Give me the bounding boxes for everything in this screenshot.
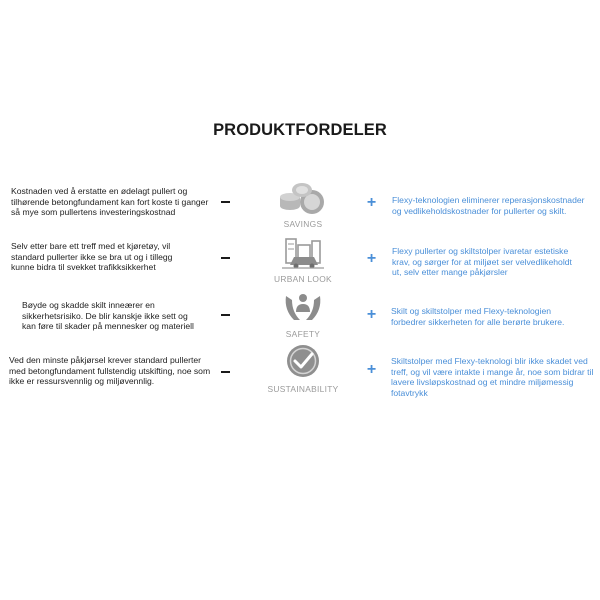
solution-line: Flexy-teknologien eliminerer reperasjonskostnader	[392, 195, 585, 205]
solution-text	[391, 356, 593, 398]
solution-text	[392, 246, 572, 278]
solution-line: treff, og vil være intakte i mange år, noe som bidrar til	[391, 366, 594, 377]
solution-line: fotavtrykk	[391, 387, 428, 398]
benefit-label: SAFETY	[285, 329, 321, 339]
city-car-icon	[272, 235, 334, 271]
problem-line: kan føre til skader på mennesker og materiell	[22, 321, 194, 332]
problem-line: sikkerhetsrisiko. De blir kanskje ikke sett og	[22, 310, 188, 321]
problem-line: Kostnaden ved å erstatte en ødelagt pullert og	[11, 186, 188, 196]
plus-icon: +	[366, 306, 377, 323]
solution-line: lavere livsløpskostnad og et mindre miljømessig	[391, 377, 574, 388]
solution-line: Skilt og skiltstolper med Flexy-teknologien	[391, 306, 552, 316]
problem-line: tilhørende betongfundament kan fort koste ti ganger	[11, 196, 209, 207]
minus-icon	[221, 314, 230, 316]
protected-person-icon	[272, 290, 334, 326]
checkmark-circle-icon	[272, 344, 334, 380]
solution-line: Skiltstolper med Flexy-teknologi blir ikke skadet ved	[391, 356, 588, 366]
problem-text	[9, 355, 210, 387]
benefit-label: SUSTAINABILITY	[267, 384, 339, 394]
solution-line: og vedlikeholdskostnader for pullerter og skilt.	[392, 205, 567, 216]
benefit-label: URBAN LOOK	[274, 274, 332, 284]
problem-line: med betongfundament fullstendig utskifting, noe som	[9, 365, 211, 376]
problem-line: Selv etter bare ett treff med et kjøretøy, vil	[11, 241, 171, 251]
benefit-label: SAVINGS	[283, 219, 323, 229]
plus-icon: +	[366, 194, 377, 211]
minus-icon	[221, 257, 230, 259]
problem-text	[11, 186, 208, 218]
solution-line: forbedrer sikkerheten for alle berørte brukere.	[391, 316, 565, 327]
problem-line: kunne bidra til svekket trafikksikkerhet	[11, 262, 156, 273]
minus-icon	[221, 201, 230, 203]
plus-icon: +	[366, 250, 377, 267]
problem-line: så mye som pullertens investeringskostnad	[11, 207, 176, 218]
minus-icon	[221, 371, 230, 373]
problem-line: ikke er ressursvennlig og miljøvennlig.	[9, 376, 155, 387]
problem-line: Ved den minste påkjørsel krever standard pullerter	[9, 355, 202, 365]
plus-icon: +	[366, 361, 377, 378]
problem-line: Bøyde og skadde skilt inneærer en	[22, 300, 155, 310]
problem-line: standard pullerter ikke se bra ut og i tillegg	[11, 251, 173, 262]
page-title: PRODUKTFORDELER	[213, 121, 387, 139]
solution-text	[392, 195, 585, 216]
solution-line: krav, og sørger for at miljøet ser velvedlikeholdt	[392, 256, 572, 267]
solution-text	[391, 306, 564, 327]
solution-line: ut, selv etter mange påkjørsler	[392, 267, 508, 278]
problem-text	[22, 300, 194, 332]
problem-text	[11, 241, 172, 273]
solution-line: Flexy pullerter og skiltstolper ivaretar estetiske	[392, 246, 569, 256]
coins-icon	[272, 180, 334, 216]
